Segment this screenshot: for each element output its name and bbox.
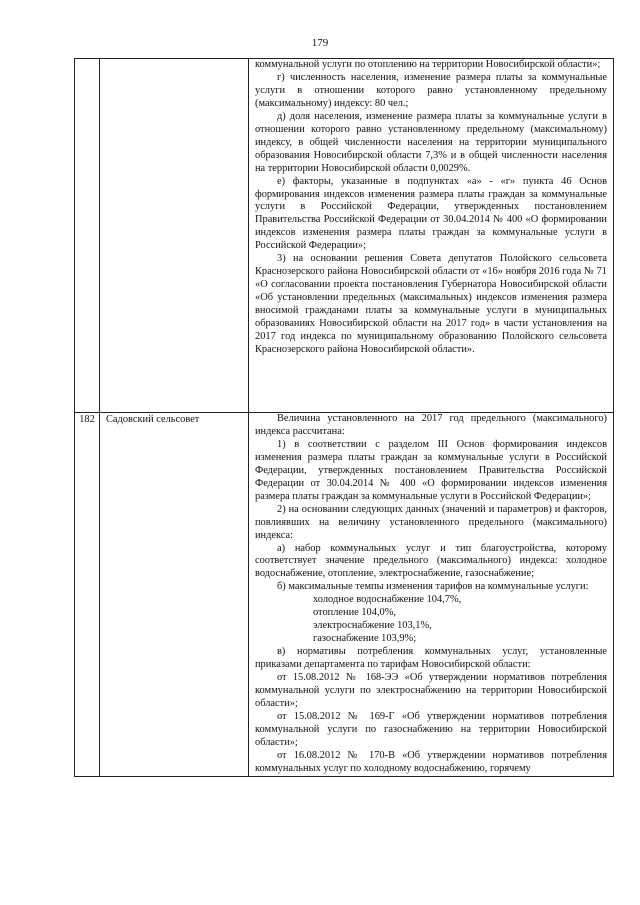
paragraph: 2) на основании следующих данных (значений и параметров) и факторов, повлиявших на величину установленного предельного (максимального) индекса: <box>255 503 607 541</box>
tariff-list-item: электроснабжение 103,1%, <box>313 620 432 632</box>
paragraph: в) нормативы потребления коммунальных услуг, установленные приказами департамента по тарифам Новосибирской области: <box>255 646 607 671</box>
row-number <box>75 59 99 60</box>
justification-cell <box>249 59 614 413</box>
paragraph: коммунальной услуги по отоплению на территории Новосибирской области»; <box>255 59 601 70</box>
paragraph: а) набор коммунальных услуг и тип благоустройства, которому соответствует значение предельного (максимального) индекса: холодное водоснабжение, отопление, электроснабжение, газоснабжение; <box>255 542 607 580</box>
paragraph: б) максимальные темпы изменения тарифов на коммунальные услуги: <box>277 581 589 593</box>
justification-cell <box>249 413 614 777</box>
paragraph: г) численность населения, изменение размера платы за коммунальные услуги в отношении которого равно установленному предельному (максимальному) индексу: 80 чел.; <box>255 71 607 109</box>
table-row <box>75 59 614 413</box>
paragraph: 3) на основании решения Совета депутатов Полойского сельсовета Краснозерского района Новосибирской области от «16» ноября 2016 года № 71 «О согласовании проекта постановления Губернатора Новосибирской области «Об установлении предельных (максимальных) индексов изменения размера вносимой гражданами платы за коммунальные услуги в муниципальных образованиях Новосибирской области на 2017 год» в части установления на 2017 год индекса по муниципальному образованию Полойского сельсовета Краснозерского района Новосибирской области». <box>255 253 607 355</box>
row-number-cell <box>75 413 100 777</box>
municipality-name <box>106 59 248 60</box>
paragraph: от 15.08.2012 № 168-ЭЭ «Об утверждении нормативов потребления коммунальной услуги по электроснабжению на территории Новосибирской области»; <box>255 672 607 709</box>
municipality-name-cell <box>100 59 249 413</box>
paragraph: Величина установленного на 2017 год предельного (максимального) индекса рассчитана: <box>255 413 607 437</box>
tariff-list-item: отопление 104,0%, <box>313 607 396 619</box>
paragraph: 1) в соответствии с разделом III Основ формирования индексов изменения размера платы граждан за коммунальные услуги в Российской Федерации, утвержденных постановлением Правительства Российской Федерации от 30.04.2014 № 400 «О формировании индексов изменения размера платы граждан за коммунальные услуги в Российской Федерации»; <box>255 438 607 502</box>
table-row <box>75 413 614 777</box>
row-number-cell <box>75 59 100 413</box>
municipality-name: Садовский сельсовет <box>106 414 200 425</box>
tariff-list-item: газоснабжение 103,9%; <box>313 633 417 645</box>
municipal-index-table <box>74 58 614 777</box>
tariff-list-item: холодное водоснабжение 104,7%, <box>313 594 462 606</box>
paragraph: д) доля населения, изменение размера платы за коммунальные услуги в отношении которого равно установленному предельному (максимальному) индексу, в общей численности населения на территории муниципального образования Новосибирской области 7,3% и в общей численности населения на территории Новосибирской области 0,0029%. <box>255 110 607 174</box>
page-number: 179 <box>311 37 329 49</box>
municipality-name-cell <box>100 413 249 777</box>
row-number: 182 <box>79 414 95 425</box>
paragraph: от 16.08.2012 № 170-В «Об утверждении нормативов потребления коммунальных услуг по холодному водоснабжению, горячему <box>255 749 607 774</box>
paragraph: от 15.08.2012 № 169-Г «Об утверждении нормативов потребления коммунальной услуги по газоснабжению на территории Новосибирской области»; <box>255 710 607 748</box>
paragraph: е) факторы, указанные в подпунктах «а» - «г» пункта 46 Основ формирования индексов изменения размера платы граждан за коммунальные услуги в Российской Федерации, утвержденных постановлением Правительства Российской Федерации от 30.04.2014 № 400 «О формировании индексов изменения размера платы граждан за коммунальные услуги в Российской Федерации»; <box>255 175 607 252</box>
